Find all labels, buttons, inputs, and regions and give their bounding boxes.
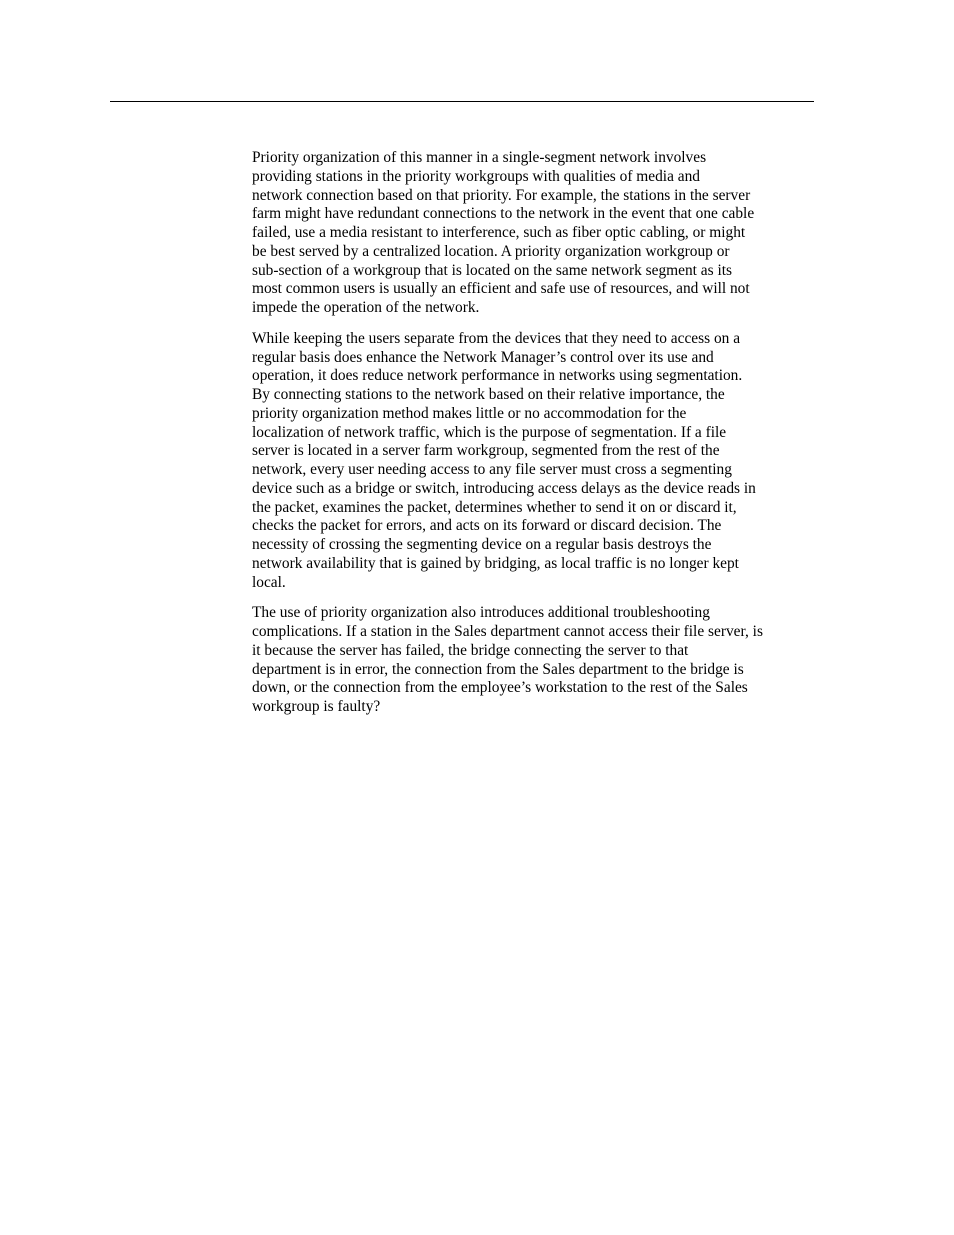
header-rule <box>110 101 814 102</box>
paragraph-3 <box>252 604 814 717</box>
text-line: complications. If a station in the Sales department cannot access their file server, is <box>252 623 763 640</box>
text-line: it because the server has failed, the bridge connecting the server to that <box>252 641 689 659</box>
text-line: Priority organization of this manner in a single-segment network involves <box>252 149 707 166</box>
text-line: network connection based on that priority. For example, the stations in the server <box>252 186 751 204</box>
text-line: most common users is usually an efficient and safe use of resources, and will not <box>252 280 750 298</box>
text-line: the packet, examines the packet, determines whether to send it on or discard it, <box>252 498 737 516</box>
text-line: The use of priority organization also introduces additional troubleshooting <box>252 604 710 622</box>
text-line: network, every user needing access to any file server must cross a segmenting <box>252 461 732 478</box>
text-line: network availability that is gained by bridging, as local traffic is no longer kept <box>252 554 739 572</box>
text-line: local. <box>252 573 286 591</box>
text-line: sub-section of a workgroup that is located on the same network segment as its <box>252 261 732 279</box>
text-line: workgroup is faulty? <box>252 698 381 715</box>
text-line: impede the operation of the network. <box>252 299 480 316</box>
text-line: providing stations in the priority workgroups with qualities of media and <box>252 167 700 185</box>
text-line: checks the packet for errors, and acts on its forward or discard decision. The <box>252 517 722 535</box>
text-line: localization of network traffic, which is the purpose of segmentation. If a file <box>252 423 727 441</box>
text-line: down, or the connection from the employee’s workstation to the rest of the Sales <box>252 679 748 697</box>
paragraph-2 <box>252 330 814 593</box>
text-line: operation, it does reduce network performance in networks using segmentation. <box>252 367 743 385</box>
body-text <box>252 149 814 729</box>
paragraph-1 <box>252 149 814 318</box>
text-line: be best served by a centralized location. A priority organization workgroup or <box>252 242 730 260</box>
text-line: device such as a bridge or switch, introducing access delays as the device reads in <box>252 479 756 497</box>
text-line: While keeping the users separate from the devices that they need to access on a <box>252 329 741 347</box>
text-line: By connecting stations to the network based on their relative importance, the <box>252 386 725 403</box>
text-line: server is located in a server farm workgroup, segmented from the rest of the <box>252 442 720 460</box>
text-line: priority organization method makes little or no accommodation for the <box>252 404 687 422</box>
text-line: department is in error, the connection from the Sales department to the bridge is <box>252 660 744 678</box>
text-line: farm might have redundant connections to the network in the event that one cable <box>252 205 755 223</box>
text-line: regular basis does enhance the Network Manager’s control over its use and <box>252 348 714 366</box>
text-line: necessity of crossing the segmenting device on a regular basis destroys the <box>252 536 712 553</box>
text-line: failed, use a media resistant to interference, such as fiber optic cabling, or might <box>252 224 746 241</box>
